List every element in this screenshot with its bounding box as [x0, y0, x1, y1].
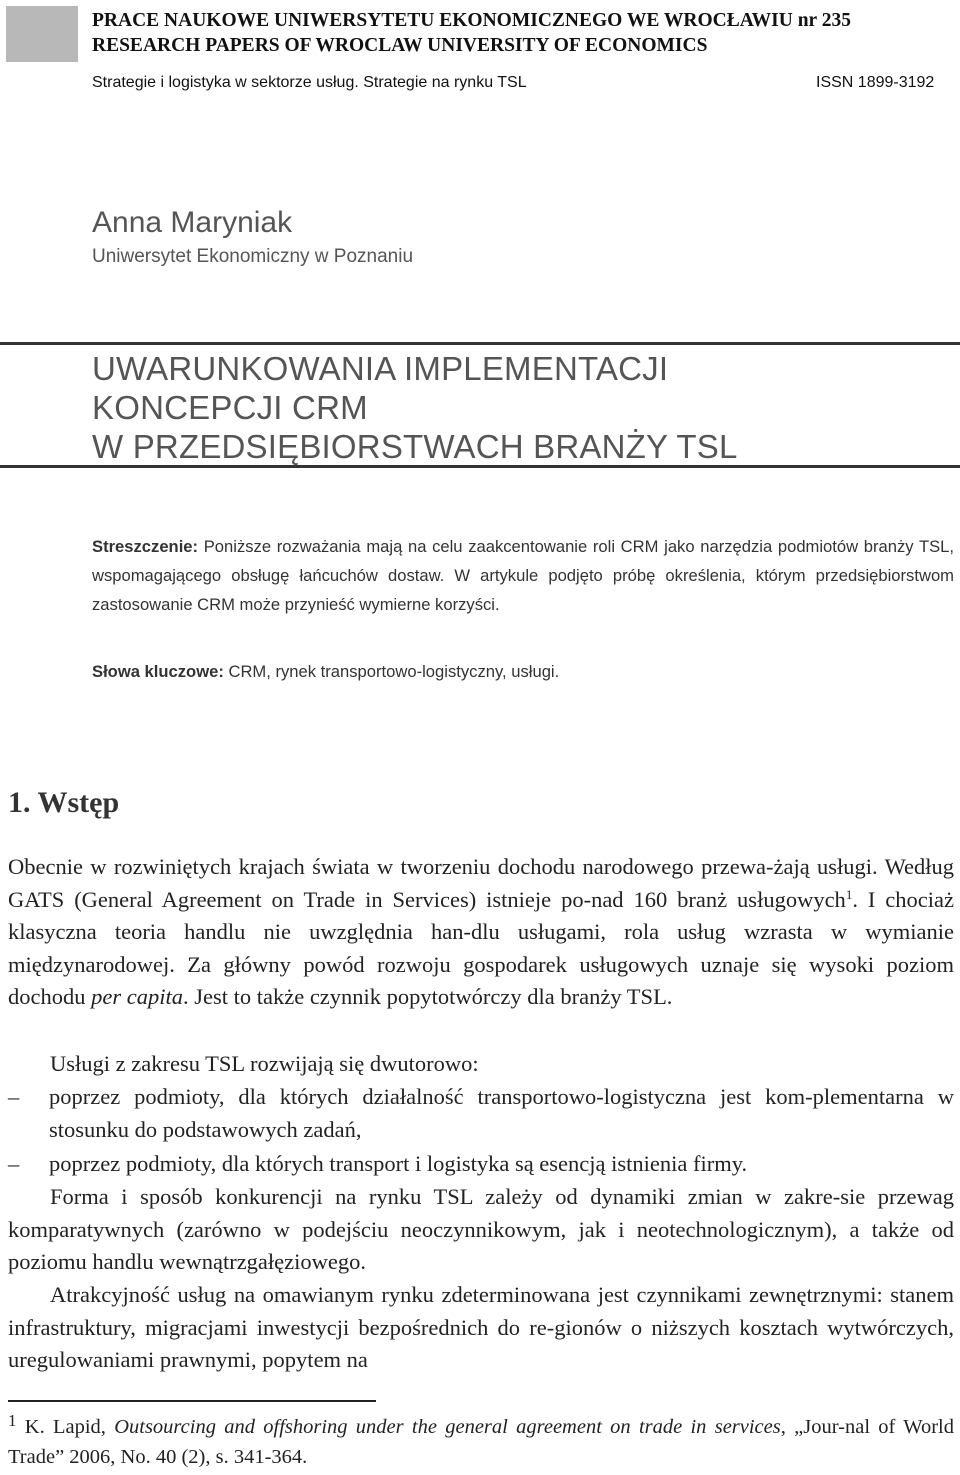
keywords: [92, 662, 559, 682]
abstract-text: Poniższe rozważania mają na celu zaakcentowanie roli CRM jako narzędzia podmiotów branży TSL, wspomagającego obsługę łańcuchów dostaw. W artykule podjęto próbę określenia, którym przedsiębiorstwom zastosowanie CRM może przynieść wymierne korzyści.: [92, 537, 954, 614]
bullet-dash-2: –: [8, 1151, 20, 1176]
footnote-mark: 1: [8, 1411, 17, 1430]
title-rule-bottom: [0, 465, 960, 468]
paragraph-2: Usługi z zakresu TSL rozwijają się dwutorowo:: [50, 1051, 479, 1076]
footnote-rest: , „Jour-nal of World Trade” 2006, No. 40 (2), s. 341-364.: [8, 1416, 955, 1468]
article-title-line3: W PRZEDSIĘBIORSTWACH BRANŻY TSL: [92, 428, 738, 465]
title-rule-top: [0, 342, 960, 345]
issn: ISSN 1899-3192: [816, 74, 935, 91]
keywords-label: Słowa kluczowe:: [92, 662, 224, 681]
bullet-item-2: [8, 1148, 954, 1181]
header-grey-box: [6, 6, 78, 62]
paragraph-1-part-c: . Jest to także czynnik popytotwórczy dla branży TSL.: [182, 984, 673, 1010]
journal-title-pl: PRACE NAUKOWE UNIWERSYTETU EKONOMICZNEGO WE WROCŁAWIU nr 235: [92, 10, 851, 31]
bullet-item-1: [8, 1081, 954, 1146]
footnote-author: K. Lapid,: [16, 1416, 115, 1438]
bullet-text-2: poprzez podmioty, dla których transport i logistyka są esencją istnienia firmy.: [49, 1151, 748, 1176]
author-name: Anna Maryniak: [92, 206, 293, 239]
footnote-ref: 1: [845, 886, 853, 902]
article-title-line1: UWARUNKOWANIA IMPLEMENTACJI: [92, 350, 669, 387]
paragraph-1-part-b: . I chociaż klasyczna teoria handlu nie uwzględnia han-dlu usługami, rola usług wzrasta w wymianie międzynarodowej. Za główny powód rozwoju gospodarek usługowych uznaje się wysoki poziom dochodu: [8, 886, 954, 1010]
article-title-line2: KONCEPCJI CRM: [92, 389, 368, 426]
footnote: [8, 1412, 954, 1472]
abstract-label: Streszczenie:: [92, 537, 199, 556]
paragraph-3: Forma i sposób konkurencji na rynku TSL zależy od dynamiki zmian w zakre-sie przewag komparatywnych (zarówno w podejściu neoczynnikowym, jak i neotechnologicznym), a także od poziomu handlu wewnątrzgałęziowego.: [8, 1184, 954, 1275]
footnote-rule: [8, 1400, 376, 1402]
bullet-text-1: poprzez podmioty, dla których działalność transportowo-logistyczna jest kom-plementarna w stosunku do podstawowych zadań,: [49, 1084, 954, 1142]
abstract: [92, 532, 954, 619]
journal-title-en: RESEARCH PAPERS OF WROCLAW UNIVERSITY OF ECONOMICS: [92, 35, 708, 56]
section-heading: 1. Wstęp: [8, 786, 120, 819]
paragraph-1-part-a: Obecnie w rozwiniętych krajach świata w tworzeniu dochodu narodowego przewa-żają usługi. Według GATS (General Agreement on Trade in Services) istnieje po-nad 160 branż usługowych: [8, 854, 954, 912]
footnote-title: Outsourcing and offshoring under the general agreement on trade in services: [114, 1416, 781, 1438]
paragraph-1: [8, 851, 954, 1014]
paragraph-4: Atrakcyjność usług na omawianym rynku zdeterminowana jest czynnikami zewnętrznymi: stanem infrastruktury, migracjami inwestycji bezpośrednich do re-gionów o niższych kosztach wytwórczych, uregulowaniami prawnymi, popytem na: [8, 1282, 954, 1373]
author-affiliation: Uniwersytet Ekonomiczny w Poznaniu: [92, 246, 414, 267]
journal-series: Strategie i logistyka w sektorze usług. Strategie na rynku TSL: [92, 74, 527, 91]
keywords-text: CRM, rynek transportowo-logistyczny, usługi.: [223, 662, 560, 681]
paragraph-1-italic: per capita: [91, 984, 183, 1010]
bullet-dash-1: –: [8, 1084, 20, 1109]
